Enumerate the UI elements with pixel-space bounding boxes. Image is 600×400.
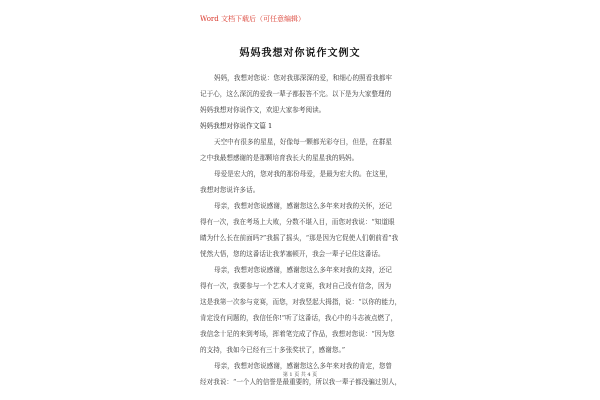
body-line: 母爱是宏大的，您对我的那份母爱，是最为宏大的。在这里， — [214, 170, 393, 178]
body-line: 母亲，我想对您说感谢，感谢您这么多年来对我的关怀，还记 — [214, 202, 393, 210]
body-line: 我想对您说许多话。 — [200, 186, 260, 194]
section-heading: 妈妈我想对你说作文篇 1 — [200, 122, 273, 130]
page-number: 第 1 页 共 4 页 — [282, 372, 318, 378]
body-line: 母亲，我想对您说感谢，感谢您这么多年来对我的支持，还记 — [214, 266, 393, 274]
document-body — [200, 70, 422, 390]
body-line: 这是我第一次参与竞赛，而您，对我竖起大拇指，说：“以你的能力， — [200, 298, 402, 306]
body-line: 天空中有很多的星星，好像每一颗都光彩夺目，但是，在群星 — [214, 138, 393, 146]
body-line: 记于心，这么深沉的爱我一辈子都报答不完。以下是为大家整理的 — [200, 90, 392, 98]
body-line: 妈妈我想对你说作文，欢迎大家参考阅读。 — [200, 106, 326, 114]
document-title: 妈妈我想对你说作文例文 — [239, 48, 361, 59]
body-line: 经对我说：“一个人的信誉是最重要的，所以我一辈子都没骗过别人， — [200, 378, 402, 386]
body-line: 肯定没有问题的，我信任你!”听了这番话，我心中的斗志被点燃了， — [200, 314, 398, 322]
body-line: 得有一次，我要参与一个艺术人才竞赛，我对自己没有信念，因为 — [200, 282, 392, 290]
body-line: 得有一次，我在考场上大败，分数不堪入目，而您对我说：“知道眼 — [200, 218, 395, 226]
body-line: 我信念十足的来到考场，挥着笔完成了作品，我想对您说：“因为您 — [200, 330, 395, 338]
body-line: 的支持，我如今已经有三十多张奖状了，感谢您。” — [200, 346, 346, 354]
body-line: 母亲，我想对您说感谢，感谢您这么多年来对我的肯定，您曾 — [214, 362, 393, 370]
download-note: Word 文档下载后（可任意编辑） — [200, 15, 305, 23]
body-line: 恍然大悟，您的这番话让我茅塞顿开，我会一辈子记住这番话。 — [200, 250, 385, 258]
body-line: 妈妈，我想对您说：您对我那深深的爱，和细心的照看我都牢 — [214, 74, 393, 82]
body-line: 睛为什么长在前面吗?”我摇了摇头，“那是因为它促使人们朝前看”我 — [200, 234, 399, 242]
body-line: 之中我最想感谢的是那颗培育我长大的星星我的妈妈。 — [200, 154, 359, 162]
